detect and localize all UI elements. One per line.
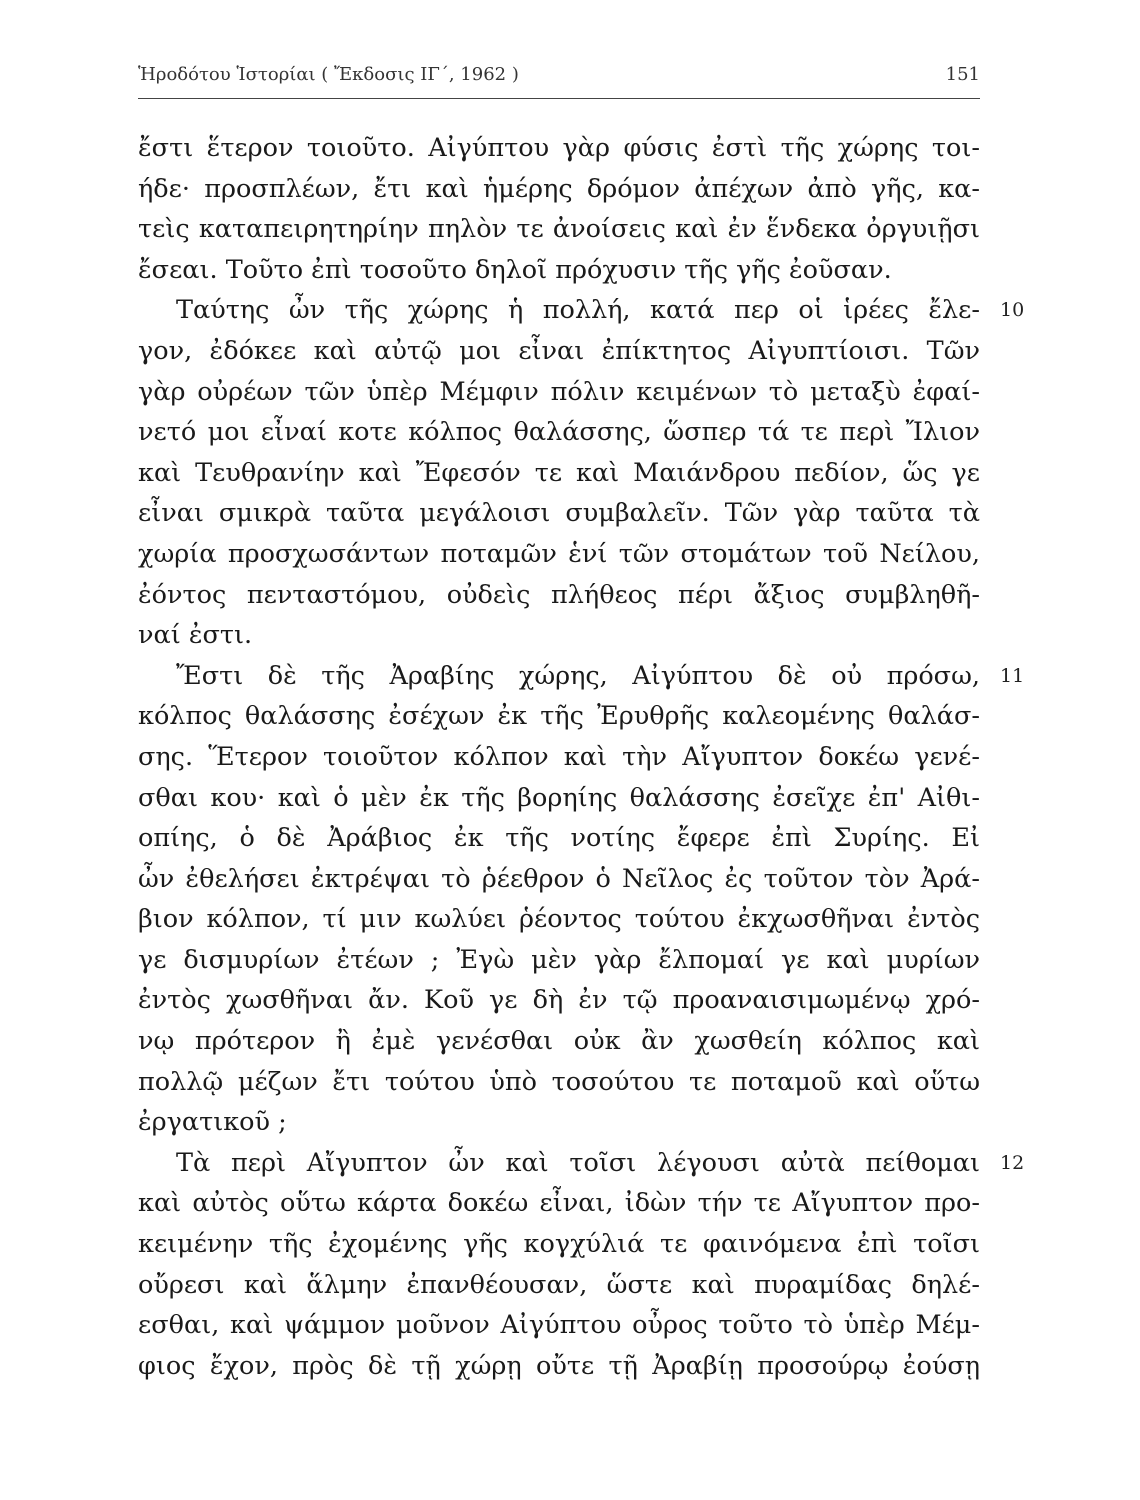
text-line: ἔστι ἕτερον τοιοῦτο. Αἰγύπτου γὰρ φύσις ἐστὶ τῆς χώρης τοι-	[138, 133, 980, 163]
text-line: κόλπος θαλάσσης ἐσέχων ἐκ τῆς Ἐρυθρῆς καλεομένης θαλάσ-	[138, 701, 980, 732]
section-number: 11	[1000, 664, 1025, 687]
text-line: σθαι κου· καὶ ὁ μὲν ἐκ τῆς βορηίης θαλάσσης ἐσεῖχε ἐπ' Αἰθι-	[138, 782, 980, 813]
text-line: νετό μοι εἶναί κοτε κόλπος θαλάσσης, ὥσπερ τά τε περὶ Ἴλιον	[138, 417, 980, 448]
text-line: γον, ἐδόκεε καὶ αὐτῷ μοι εἶναι ἐπίκτητος Αἰγυπτίοισι. Τῶν	[138, 335, 980, 366]
text-line: Τὰ περὶ Αἴγυπτον ὦν καὶ τοῖσι λέγουσι αὐτὰ πείθομαι 12	[138, 1143, 980, 1184]
text-line: τεὶς καταπειρητηρίην πηλὸν τε ἀνοίσεις καὶ ἐν ἕνδεκα ὀργυιῇσι	[138, 214, 980, 245]
section-number: 10	[1000, 299, 1025, 322]
text-line: καὶ αὐτὸς οὕτω κάρτα δοκέω εἶναι, ἰδὼν τήν τε Αἴγυπτον προ-	[138, 1188, 980, 1219]
text-line: χωρία προσχωσάντων ποταμῶν ἑνί τῶν στομάτων τοῦ Νείλου,	[138, 538, 980, 569]
text-line: ἐργατικοῦ ;	[138, 1107, 287, 1138]
text-line: κειμένην τῆς ἐχομένης γῆς κογχύλιά τε φαινόμενα ἐπὶ τοῖσι	[138, 1229, 980, 1260]
text-line: ὦν ἐθελήσει ἐκτρέψαι τὸ ῥέεθρον ὁ Νεῖλος ἐς τοῦτον τὸν Ἀρά-	[138, 863, 980, 894]
text-line: ἔσεαι. Τοῦτο ἐπὶ τοσοῦτο δηλοῖ πρόχυσιν τῆς γῆς ἐοῦσαν.	[138, 254, 892, 285]
text-line: νῳ πρότερον ἢ ἐμὲ γενέσθαι οὐκ ἂν χωσθείη κόλπος καὶ	[138, 1026, 980, 1057]
header-rule	[138, 98, 980, 99]
text-line: γε δισμυρίων ἐτέων ; Ἐγὼ μὲν γὰρ ἔλπομαί γε καὶ μυρίων	[138, 944, 980, 975]
text-line: ναί ἐστι.	[138, 620, 253, 651]
text-line: ήδε· προσπλέων, ἔτι καὶ ἡμέρης δρόμον ἀπέχων ἀπὸ γῆς, κα-	[138, 173, 980, 204]
text-line: Ἔστι δὲ τῆς Ἀραβίης χώρης, Αἰγύπτου δὲ οὐ πρόσω, 11	[138, 656, 980, 697]
section-number: 12	[1000, 1151, 1025, 1174]
text-line: εἶναι σμικρὰ ταῦτα μεγάλοισι συμβαλεῖν. Τῶν γὰρ ταῦτα τὰ	[138, 498, 980, 529]
text-line: καὶ Τευθρανίην καὶ Ἔφεσόν τε καὶ Μαιάνδρου πεδίον, ὥς γε	[138, 457, 980, 488]
main-text	[138, 128, 1025, 1386]
text-line: οπίης, ὁ δὲ Ἀράβιος ἐκ τῆς νοτίης ἔφερε ἐπὶ Συρίης. Εἰ	[138, 823, 980, 854]
page-number: 151	[945, 64, 980, 85]
text-line: Ταύτης ὦν τῆς χώρης ἡ πολλή, κατά περ οἱ ἱρέες ἔλε- 10	[138, 290, 980, 331]
running-title: Ἡροδότου Ἱστορίαι ( Ἔκδοσις ΙΓ΄, 1962 )	[138, 64, 519, 85]
text-line: φιος ἔχον, πρὸς δὲ τῇ χώρῃ οὔτε τῇ Ἀραβίῃ προσούρῳ ἐούσῃ	[138, 1350, 980, 1381]
text-line: ἐντὸς χωσθῆναι ἄν. Κοῦ γε δὴ ἐν τῷ προαναισιμωμένῳ χρό-	[138, 985, 980, 1016]
text-line: βιον κόλπον, τί μιν κωλύει ῥέοντος τούτου ἐκχωσθῆναι ἐντὸς	[138, 904, 980, 935]
text-line: εσθαι, καὶ ψάμμον μοῦνον Αἰγύπτου οὖρος τοῦτο τὸ ὑπὲρ Μέμ-	[138, 1310, 980, 1341]
text-line: γὰρ οὐρέων τῶν ὑπὲρ Μέμφιν πόλιν κειμένων τὸ μεταξὺ ἐφαί-	[138, 376, 980, 407]
text-line: οὔρεσι καὶ ἅλμην ἐπανθέουσαν, ὥστε καὶ πυραμίδας δηλέ-	[138, 1269, 980, 1300]
text-line: πολλῷ μέζων ἔτι τούτου ὑπὸ τοσούτου τε ποταμοῦ καὶ οὕτω	[138, 1066, 980, 1097]
running-header	[138, 64, 980, 94]
text-line: ἐόντος πενταστόμου, οὐδεὶς πλήθεος πέρι ἄξιος συμβληθῆ-	[138, 579, 980, 610]
text-line: σης. Ἕτερον τοιοῦτον κόλπον καὶ τὴν Αἴγυπτον δοκέω γενέ-	[138, 741, 980, 772]
